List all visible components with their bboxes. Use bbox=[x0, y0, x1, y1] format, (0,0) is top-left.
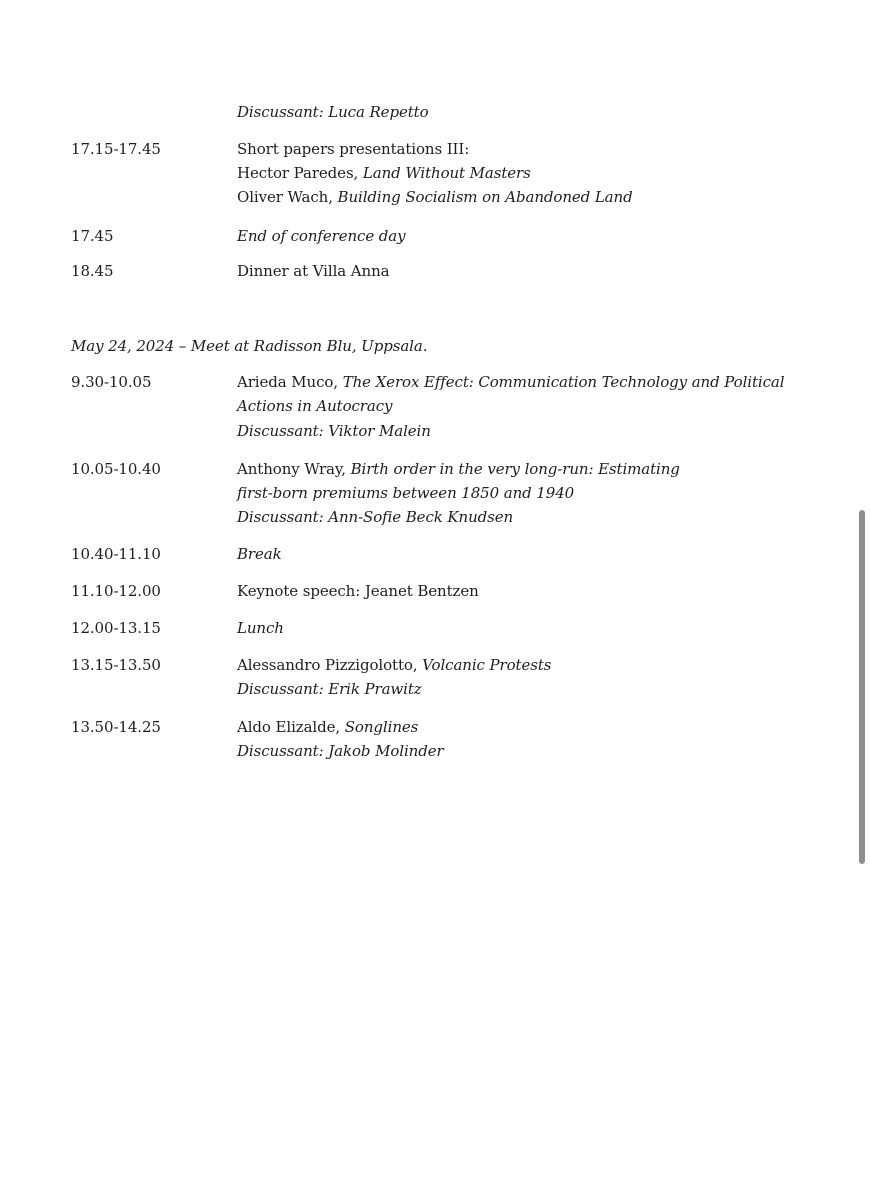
schedule-time: 13.50-14.25 bbox=[71, 718, 161, 736]
session-heading: Short papers presentations III: bbox=[237, 140, 470, 158]
discussant-label: Discussant: bbox=[237, 103, 324, 121]
paper-title: Building Socialism on Abandoned Land bbox=[337, 188, 633, 206]
paper-title-continued: first-born premiums between 1850 and 1940 bbox=[237, 484, 575, 502]
paper-author: Aldo Elizalde, bbox=[237, 718, 341, 736]
schedule-time: 17.45 bbox=[71, 227, 114, 245]
discussant-label: Discussant: bbox=[237, 742, 324, 760]
schedule-item: Dinner at Villa Anna bbox=[237, 262, 390, 280]
discussant-line bbox=[237, 100, 429, 124]
vertical-scrollbar[interactable] bbox=[859, 510, 865, 864]
paper-title: The Xerox Effect: Communication Technology and Political bbox=[342, 373, 785, 391]
discussant-name: Luca Repetto bbox=[328, 103, 429, 121]
schedule-time: 10.40-11.10 bbox=[71, 545, 161, 563]
paper-author: Arieda Muco, bbox=[237, 373, 339, 391]
schedule-item: Lunch bbox=[237, 619, 284, 637]
paper-author: Hector Paredes, bbox=[237, 164, 359, 182]
discussant-line: Discussant: Viktor Malein bbox=[237, 422, 431, 440]
discussant-line bbox=[237, 739, 444, 763]
paper-entry bbox=[237, 370, 784, 394]
paper-title: Volcanic Protests bbox=[422, 656, 552, 674]
paper-title-continued: Actions in Autocracy bbox=[237, 397, 393, 415]
schedule-time: 13.15-13.50 bbox=[71, 656, 161, 674]
paper-title: Songlines bbox=[344, 718, 419, 736]
schedule-item: Keynote speech: Jeanet Bentzen bbox=[237, 582, 479, 600]
paper-title: Birth order in the very long-run: Estimating bbox=[350, 460, 680, 478]
schedule-time: 17.15-17.45 bbox=[71, 140, 161, 158]
paper-entry bbox=[237, 185, 633, 209]
paper-entry bbox=[237, 161, 531, 185]
paper-author: Oliver Wach, bbox=[237, 188, 333, 206]
schedule-time: 12.00-13.15 bbox=[71, 619, 161, 637]
paper-entry bbox=[237, 457, 680, 481]
paper-title: Land Without Masters bbox=[362, 164, 531, 182]
schedule-time: 18.45 bbox=[71, 262, 114, 280]
paper-entry bbox=[237, 653, 551, 677]
discussant-line: Discussant: Ann-Sofie Beck Knudsen bbox=[237, 508, 514, 526]
paper-author: Anthony Wray, bbox=[237, 460, 346, 478]
schedule-item: Break bbox=[237, 545, 282, 563]
schedule-time: 11.10-12.00 bbox=[71, 582, 161, 600]
discussant-line: Discussant: Erik Prawitz bbox=[237, 680, 422, 698]
schedule-time: 9.30-10.05 bbox=[71, 373, 152, 391]
schedule-item: End of conference day bbox=[237, 227, 406, 245]
paper-entry bbox=[237, 715, 418, 739]
day-header: May 24, 2024 – Meet at Radisson Blu, Uppsala. bbox=[71, 337, 428, 355]
discussant-name: Jakob Molinder bbox=[328, 742, 444, 760]
schedule-time: 10.05-10.40 bbox=[71, 460, 161, 478]
paper-author: Alessandro Pizzigolotto, bbox=[237, 656, 418, 674]
